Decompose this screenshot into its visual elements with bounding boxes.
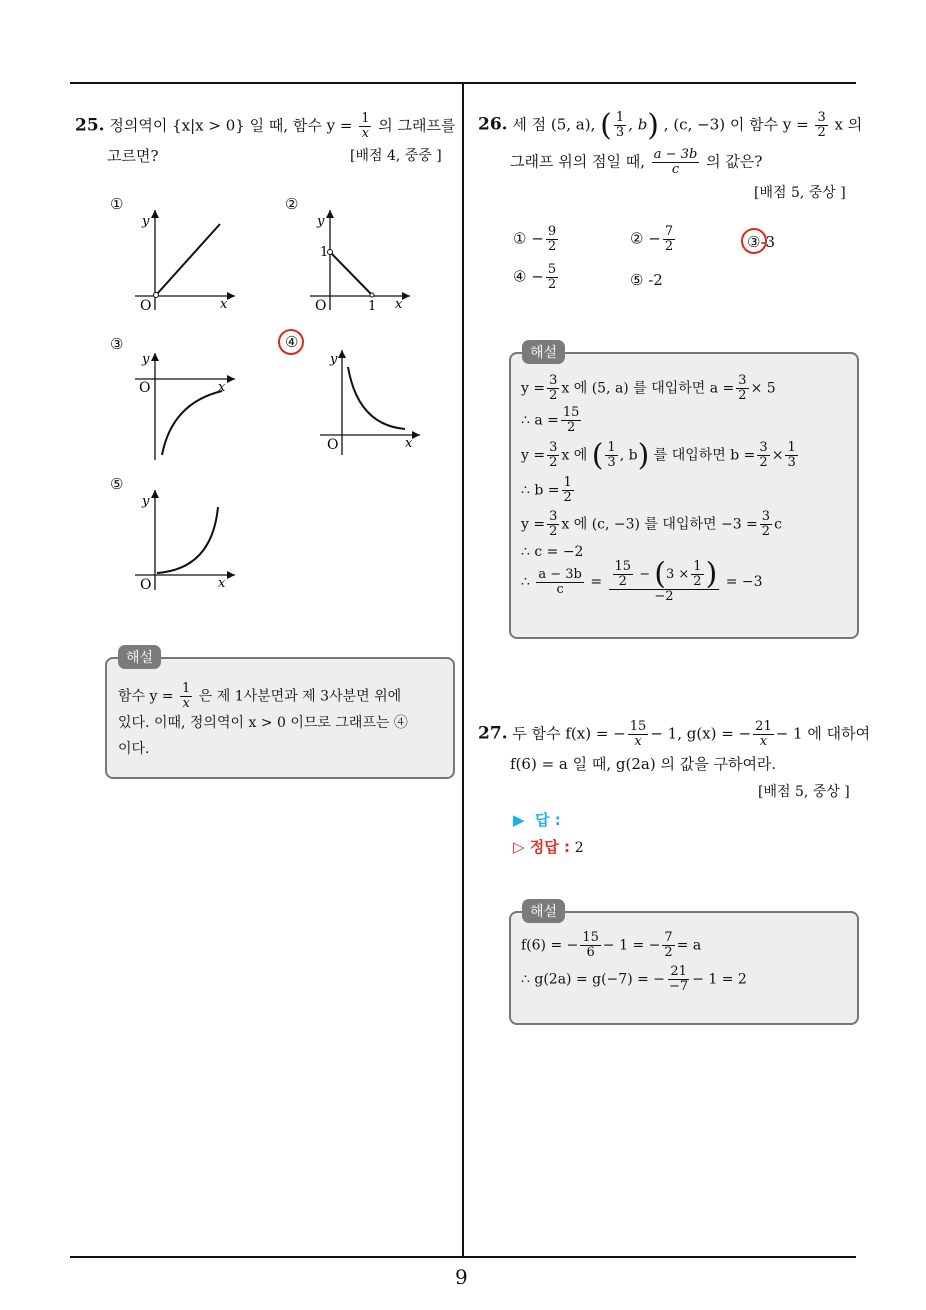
svg-text:x: x [218, 380, 226, 395]
svg-text:y: y [317, 214, 325, 229]
q27-stem-line1: 27. 두 함수 f(x) = − $\frac{15}{x}$ − 1, g(x) = − $\frac{21}{x}$ − 1 에 대하여 [478, 719, 871, 749]
svg-text:x: x [395, 297, 403, 312]
q27-correct-row [513, 836, 584, 857]
q25-graph-1 [120, 200, 250, 320]
q25-stem-a: 정의역이 {x|x > 0} 일 때, 함수 y = [109, 116, 353, 135]
q25-solution-line2: 있다. 이때, 정의역이 x > 0 이므로 그래프는 ④ [118, 715, 408, 731]
q25-graph-4 [310, 345, 430, 455]
q25-graph-2 [295, 200, 425, 320]
q25-choice-4-label: ④ [285, 333, 299, 351]
q26-choice-1[interactable]: ① − $\frac{9}{2}$ [513, 224, 557, 254]
svg-text:x: x [218, 576, 226, 591]
q25-fraction: $\frac{1}{x}$ [361, 111, 370, 141]
q25-stem-b: 의 그래프를 [378, 116, 456, 135]
column-divider [462, 82, 464, 1257]
x-axis-label: x [220, 297, 228, 312]
svg-text:y: y [142, 352, 150, 367]
svg-text:O: O [315, 298, 327, 314]
svg-text:O: O [327, 437, 339, 453]
svg-text:O: O [140, 577, 152, 593]
svg-text:1: 1 [368, 299, 377, 314]
q26-score: [배점 5, 중상 ] [754, 185, 846, 201]
q25-solution-line3: 이다. [118, 741, 150, 757]
svg-text:x: x [405, 436, 413, 451]
q27-score: [배점 5, 중상 ] [758, 784, 850, 800]
q26-stem-line2: 그래프 위의 점일 때, $\frac{a - 3b}{c}$ 의 값은? [510, 147, 763, 177]
q26-solution-tag: 해설 [522, 340, 565, 364]
q26-solution-content: y = $\frac{3}{2}$ x 에 (5, a) 를 대입하면 a = $\frac{3}{2}$ × 5 ∴ a = $\frac{15}{2}$ y = $\frac{3}{2}$ x 에 ( $\frac{1}{3}$ , b) 를 대입하면 b = $\frac{3}{2}$ × $\frac{1}{3}$ ∴ b = $\frac{1}{2}$ y = $\frac{3}{2}$ x 에 (c, −3) 를 대입하면 −3 = $\frac{3}{2}$ c ∴ c = −2 ∴ $\frac{a - 3b}{c}$ = $\frac{15}{2}$ − (3 × $\frac{1}{2}$ ) −2 = −3 [521, 373, 796, 604]
bottom-rule [70, 1256, 856, 1258]
q25-graph-5 [120, 485, 250, 595]
svg-text:O: O [139, 380, 151, 396]
q25-choice-5-label: ⑤ [110, 475, 124, 493]
q25-score: [배점 4, 중중 ] [350, 148, 442, 164]
q25-graph-3 [120, 345, 250, 465]
y-axis-label: y [142, 214, 150, 229]
q26-choice-3[interactable]: ③-3 [747, 233, 776, 251]
q25-solution-line1: 함수 y = $\frac{1}{x}$ 은 제 1사분면과 제 3사분면 위에 [118, 681, 402, 711]
svg-text:y: y [330, 352, 338, 367]
q27-stem-line2: f(6) = a 일 때, g(2a) 의 값을 구하여라. [510, 755, 777, 773]
q25-solution-tag: 해설 [118, 645, 161, 669]
q26-choice-5[interactable]: ⑤ -2 [630, 271, 663, 289]
q26-choice-2[interactable]: ② − $\frac{7}{2}$ [630, 224, 674, 254]
q26-choice-4[interactable]: ④ − $\frac{5}{2}$ [513, 262, 557, 292]
q27-solution-tag: 해설 [522, 899, 565, 923]
q25-choice-3-label: ③ [110, 335, 124, 353]
svg-text:1: 1 [320, 245, 329, 260]
origin-label: O [140, 298, 152, 314]
q27-correct-label: ▷ 정답 : [513, 838, 570, 856]
q25-number: 25. [75, 115, 105, 136]
page-number: 9 [455, 1265, 468, 1289]
q26-stem-line1: 26. 세 점 (5, a), ( $\frac{1}{3}$ , b) , (c, −3) 이 함수 y = $\frac{3}{2}$ x 의 [478, 108, 863, 143]
q27-correct-value: 2 [574, 840, 584, 856]
q25-stem-line1 [75, 112, 455, 141]
q25-choice-1-label: ① [110, 195, 124, 213]
q27-solution-content: f(6) = − $\frac{15}{6}$ − 1 = − $\frac{7}{2}$ = a ∴ g(2a) = g(−7) = − $\frac{21}{-7}$ − 1 = 2 [521, 930, 747, 994]
q25-stem-c: 고르면? [107, 147, 159, 165]
q25-choice-2-label: ② [285, 195, 299, 213]
q27-answer-label: ▶ 답 : [513, 811, 561, 829]
svg-text:y: y [142, 494, 150, 509]
